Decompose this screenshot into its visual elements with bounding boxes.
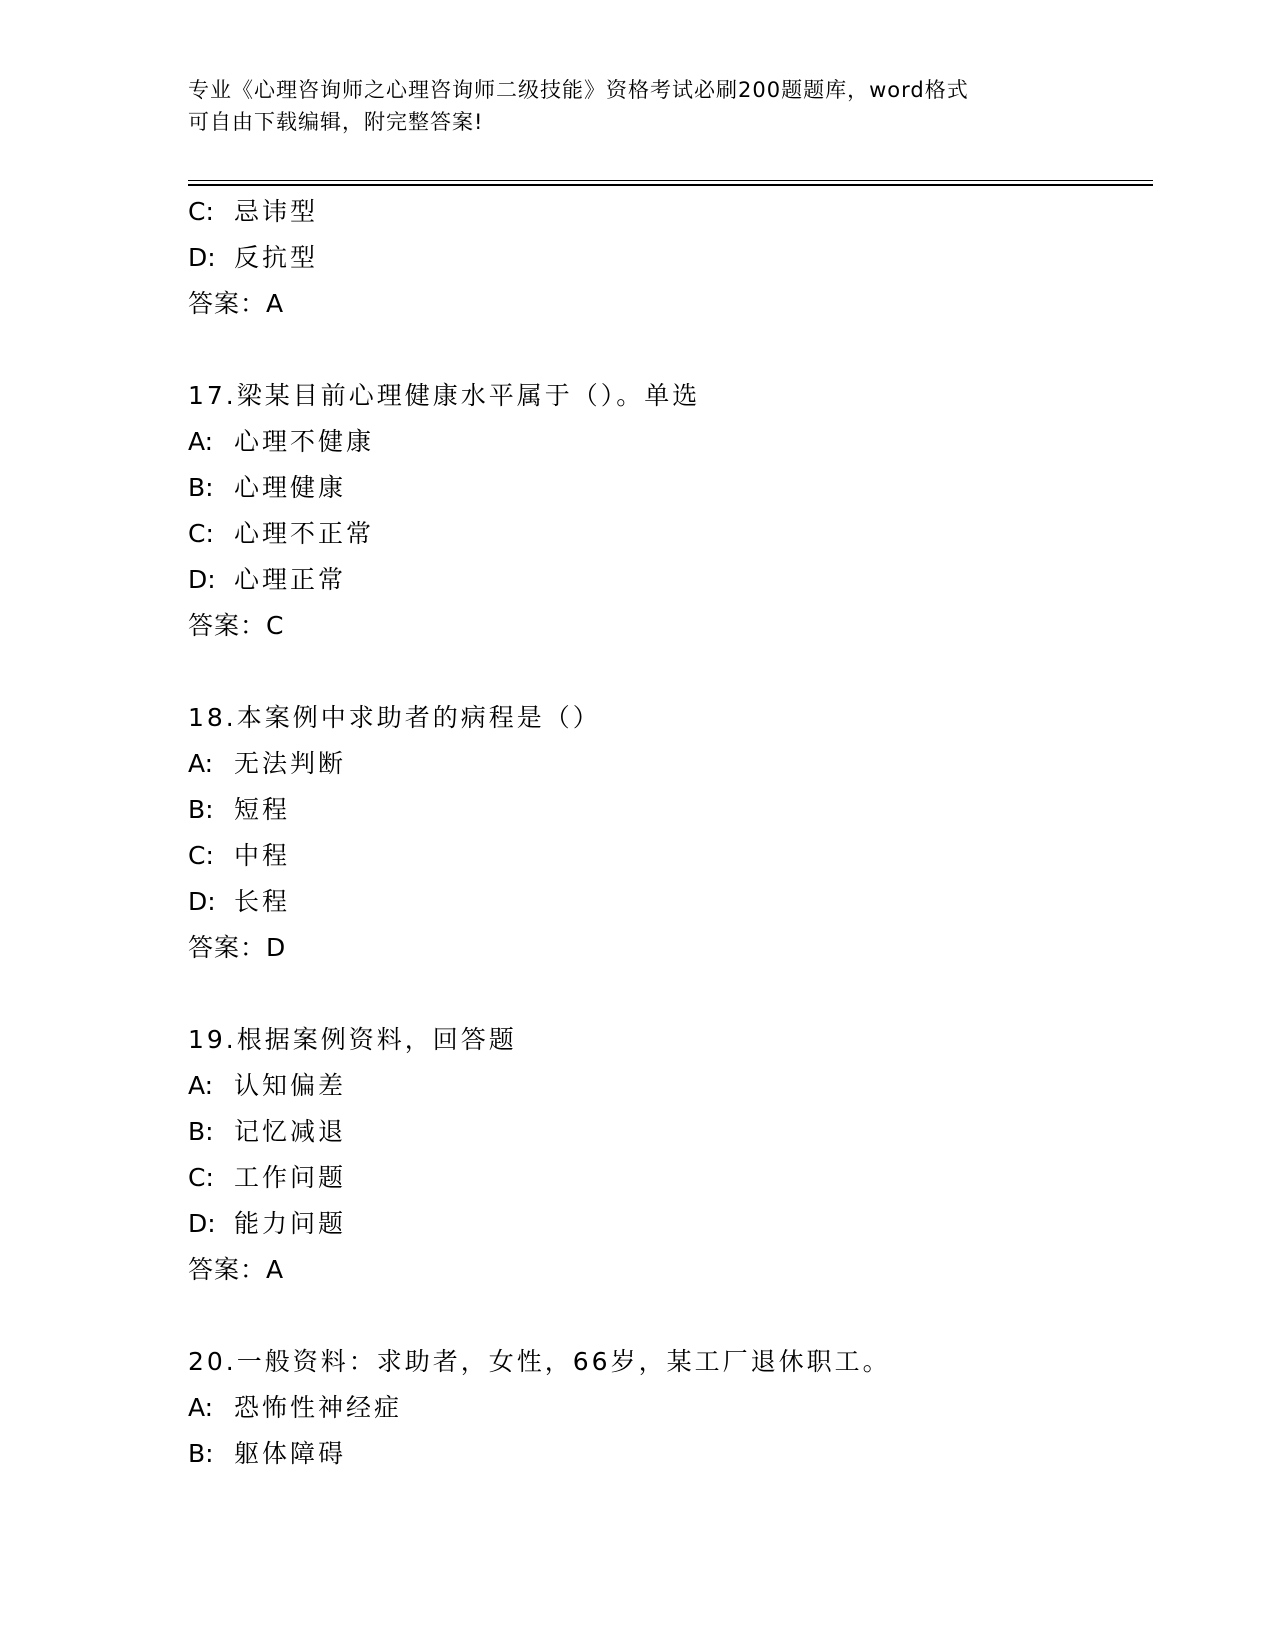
option-text: 认知偏差 (234, 1071, 347, 1100)
prev-question (188, 189, 1148, 327)
option-text: 躯体障碍 (234, 1439, 347, 1468)
option-letter: A: (188, 427, 214, 456)
option-d (188, 557, 1148, 603)
answer-line: 答案：A (188, 289, 285, 318)
option-letter: B: (188, 473, 214, 502)
option-d (188, 1201, 1148, 1247)
question-20 (188, 1339, 1148, 1477)
header-line-1: 专业《心理咨询师之心理咨询师二级技能》资格考试必刷200题题库，word格式 (188, 78, 969, 102)
spacer (188, 1293, 1148, 1339)
option-b (188, 1109, 1148, 1155)
spacer (188, 971, 1148, 1017)
option-text: 忌讳型 (234, 197, 319, 226)
option-letter: B: (188, 1117, 214, 1146)
answer-line: 答案：D (188, 933, 287, 962)
option-letter: A: (188, 749, 214, 778)
option-d (188, 879, 1148, 925)
question-stem: 17.梁某目前心理健康水平属于（）。单选 (188, 381, 701, 410)
question-stem: 19.根据案例资料，回答题 (188, 1025, 517, 1054)
option-text: 工作问题 (234, 1163, 347, 1192)
question-list (188, 189, 1148, 1477)
question-18 (188, 695, 1148, 971)
answer-line: 答案：C (188, 611, 285, 640)
option-letter: B: (188, 1439, 214, 1468)
option-a (188, 1385, 1148, 1431)
question-stem: 18.本案例中求助者的病程是（） (188, 703, 601, 732)
question-stem: 20.一般资料：求助者，女性，66岁，某工厂退休职工。 (188, 1347, 891, 1376)
option-text: 短程 (234, 795, 291, 824)
option-text: 反抗型 (234, 243, 319, 272)
question-19 (188, 1017, 1148, 1293)
option-b (188, 465, 1148, 511)
option-c (188, 1155, 1148, 1201)
spacer (188, 649, 1148, 695)
option-text: 记忆减退 (234, 1117, 347, 1146)
option-text: 长程 (234, 887, 291, 916)
option-text: 能力问题 (234, 1209, 347, 1238)
option-text: 心理正常 (234, 565, 347, 594)
option-letter: A: (188, 1393, 214, 1422)
option-letter: C: (188, 519, 214, 548)
option-letter: C: (188, 1163, 214, 1192)
option-letter: D: (188, 243, 216, 272)
header-rule-thin (188, 180, 1153, 181)
option-text: 心理不健康 (234, 427, 375, 456)
option-a (188, 741, 1148, 787)
spacer (188, 327, 1148, 373)
header-line-2: 可自由下载编辑，附完整答案! (188, 110, 484, 134)
option-a (188, 419, 1148, 465)
answer-line: 答案：A (188, 1255, 285, 1284)
option-letter: D: (188, 887, 216, 916)
question-17 (188, 373, 1148, 649)
option-b (188, 787, 1148, 833)
option-letter: D: (188, 565, 216, 594)
option-text: 恐怖性神经症 (234, 1393, 403, 1422)
option-letter: C: (188, 841, 214, 870)
option-letter: B: (188, 795, 214, 824)
option-letter: D: (188, 1209, 216, 1238)
option-c (188, 833, 1148, 879)
option-d (188, 235, 1148, 281)
header-rule-thick (188, 184, 1153, 186)
option-a (188, 1063, 1148, 1109)
option-c (188, 511, 1148, 557)
option-text: 心理健康 (234, 473, 347, 502)
option-text: 心理不正常 (234, 519, 375, 548)
option-text: 中程 (234, 841, 291, 870)
document-header (188, 74, 1068, 138)
option-c (188, 189, 1148, 235)
option-letter: C: (188, 197, 214, 226)
option-b (188, 1431, 1148, 1477)
option-text: 无法判断 (234, 749, 347, 778)
option-letter: A: (188, 1071, 214, 1100)
